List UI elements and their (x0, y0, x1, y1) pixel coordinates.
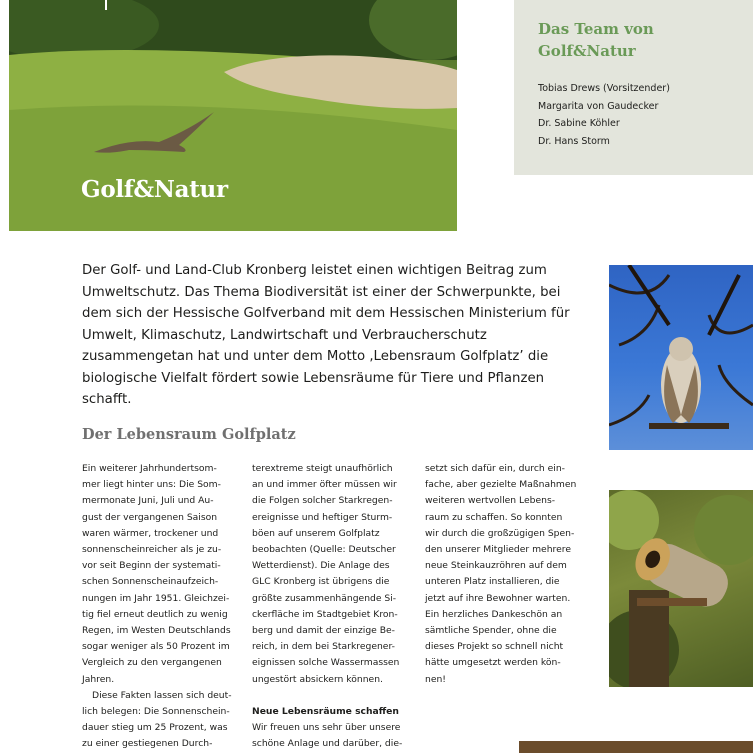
bottom-photo-edge (519, 741, 753, 753)
article-column-3 (425, 461, 585, 688)
article-paragraph: terextreme steigt unaufhörlich an und immer öfter müssen wir die Folgen solcher Starkregen- ereignisse und heftiger Sturm- böen auf unserem Golfplatz beobachten (Quelle: Deutscher Wetterdienst). Die Anlage des GLC Kronberg ist übrigens die größte zusammenhängende Si- ckerfläche im Stadtgebiet Kron- berg und damit der einzige Be- reich, in dem bei Starkregener- eignissen solche Wassermassen ungestört absickern können. (252, 463, 400, 685)
hawk-in-tree-photo (609, 265, 753, 450)
article-heading: Der Lebensraum Golfplatz (82, 426, 296, 443)
golf-course-illustration (9, 0, 457, 231)
team-member: Tobias Drews (Vorsitzender) (538, 83, 670, 94)
team-heading (538, 18, 738, 62)
team-member-list (538, 80, 670, 150)
team-member: Margarita von Gaudecker (538, 100, 659, 112)
hero-title: Golf&Natur (81, 176, 228, 203)
team-heading-line2: Golf&Natur (538, 42, 636, 60)
golf-course-photo (9, 0, 457, 231)
team-member: Dr. Sabine Köhler (538, 118, 620, 129)
nest-box-illustration (609, 490, 753, 687)
article-column-2 (252, 461, 412, 752)
intro-paragraph: Der Golf- und Land-Club Kronberg leistet einen wichtigen Beitrag zum Umweltschutz. Das Thema Biodiversität ist einer der Schwerpunkte, bei dem sich der Hessische Golfverband mit dem Hessischen Ministerium für Umwelt, Klimaschutz, Landwirtschaft und Verbraucherschutz zusammengetan hat und unter dem Motto ‚Lebensraum Golfplatz’ die biologische Vielfalt fördert sowie Lebensräume für Tiere und Pflanzen schafft. (82, 263, 570, 407)
article-subheading: Neue Lebensräume schaffen (252, 705, 399, 717)
article-paragraph: Wir freuen uns sehr über unsere schöne Anlage und darüber, die- (252, 722, 403, 750)
team-box (514, 0, 753, 175)
article-paragraph: Diese Fakten lassen sich deut- lich belegen: Die Sonnenschein- dauer stieg um 25 Prozent, was zu einer gestiegenen Durch- (82, 689, 232, 750)
team-member: Dr. Hans Storm (538, 135, 610, 147)
article-paragraph: Ein weiterer Jahrhundertsom- mer liegt hinter uns: Die Som- mermonate Juni, Juli und Au- gust der vergangenen Saison waren wärmer, trockener und sonnenscheinreicher als je zu- vor seit Beginn der systemati- schen Sonnenscheinaufzeich- nungen im Jahr 1951. Gleichzei- tig fiel erneut deutlich zu wenig Regen, im Westen Deutschlands sogar weniger als 50 Prozent im Vergleich zu den vergangenen Jahren. (82, 463, 231, 685)
article-column-1 (82, 461, 242, 753)
article-paragraph: setzt sich dafür ein, durch ein- fache, aber gezielte Maßnahmen weiteren wertvollen Lebens- raum zu schaffen. So konnten wir durch die großzügigen Spen- den unserer Mitglieder mehrere neue Steinkauzröhren auf dem unteren Platz installieren, die jetzt auf ihre Bewohner warten. Ein herzliches Dankeschön an sämtliche Spender, ohne die dieses Projekt so schnell nicht hätte umgesetzt werden kön- nen! (425, 463, 577, 685)
owl-nest-box-photo (609, 490, 753, 687)
hawk-illustration (609, 265, 753, 450)
team-heading-line1: Das Team von (538, 20, 654, 38)
